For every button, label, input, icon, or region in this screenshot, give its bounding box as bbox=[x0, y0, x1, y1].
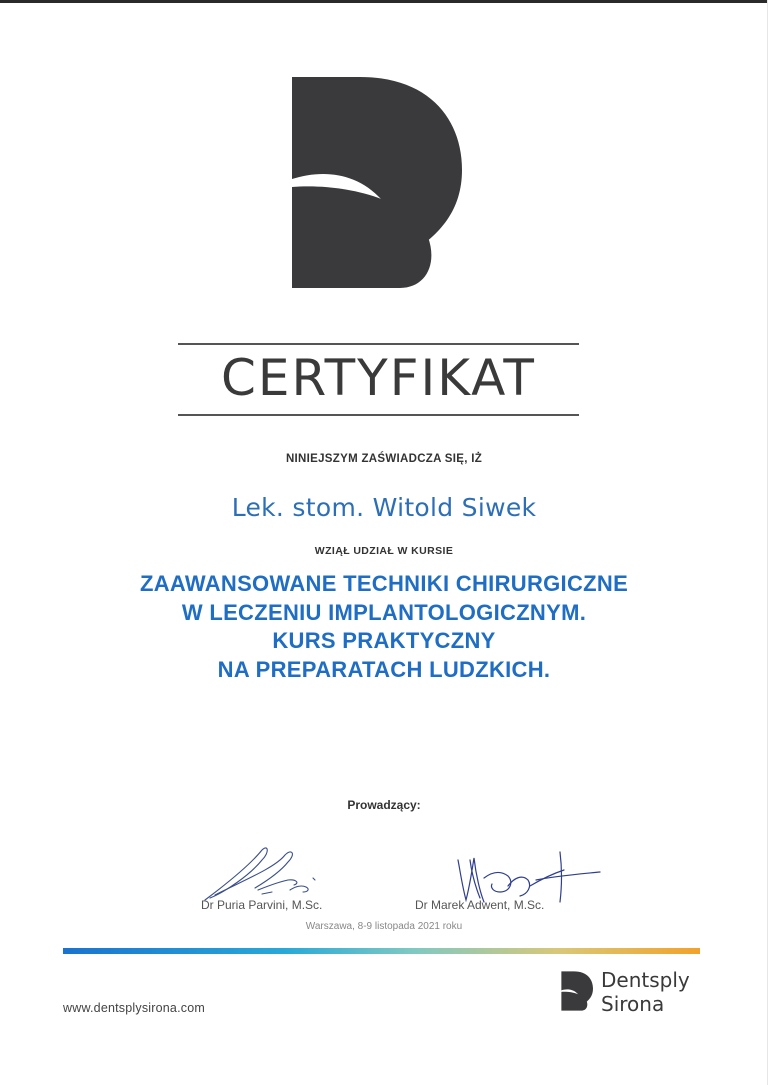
certificate-title: CERTYFIKAT bbox=[221, 349, 536, 407]
brand-wordmark bbox=[601, 968, 690, 1016]
leaders-label: Prowadzący: bbox=[347, 798, 421, 812]
signature-parvini bbox=[205, 848, 315, 900]
dentsply-sirona-d-mark-icon bbox=[290, 75, 462, 290]
course-title-line: NA PREPARATACH LUDZKICH. bbox=[217, 656, 551, 682]
leader-name-adwent: Dr Marek Adwent, M.Sc. bbox=[415, 898, 545, 912]
signatures bbox=[0, 830, 768, 920]
dentsply-sirona-small-mark-icon bbox=[561, 971, 593, 1011]
title-block bbox=[178, 343, 579, 416]
place-and-date: Warszawa, 8-9 listopada 2021 roku bbox=[305, 921, 463, 932]
leader-name-parvini: Dr Puria Parvini, M.Sc. bbox=[201, 898, 323, 912]
brand-line-dentsply: Dentsply bbox=[601, 968, 690, 992]
course-title-line: ZAAWANSOWANE TECHNIKI CHIRURGICZNE bbox=[139, 571, 629, 596]
took-part-text: WZIĄŁ UDZIAŁ W KURSIE bbox=[314, 545, 454, 557]
gradient-divider bbox=[63, 948, 700, 954]
scan-top-edge bbox=[0, 0, 768, 3]
intro-text: NINIEJSZYM ZAŚWIADCZA SIĘ, IŻ bbox=[285, 453, 483, 465]
course-title-line: KURS PRAKTYCZNY bbox=[272, 628, 496, 653]
recipient-name: Lek. stom. Witold Siwek bbox=[231, 493, 537, 522]
website-link[interactable]: www.dentsplysirona.com bbox=[63, 1001, 205, 1015]
course-title-line: W LECZENIU IMPLANTOLOGICZNYM. bbox=[181, 599, 587, 625]
signature-adwent bbox=[458, 852, 600, 902]
course-title bbox=[0, 570, 768, 684]
brand-line-sirona: Sirona bbox=[601, 992, 665, 1016]
